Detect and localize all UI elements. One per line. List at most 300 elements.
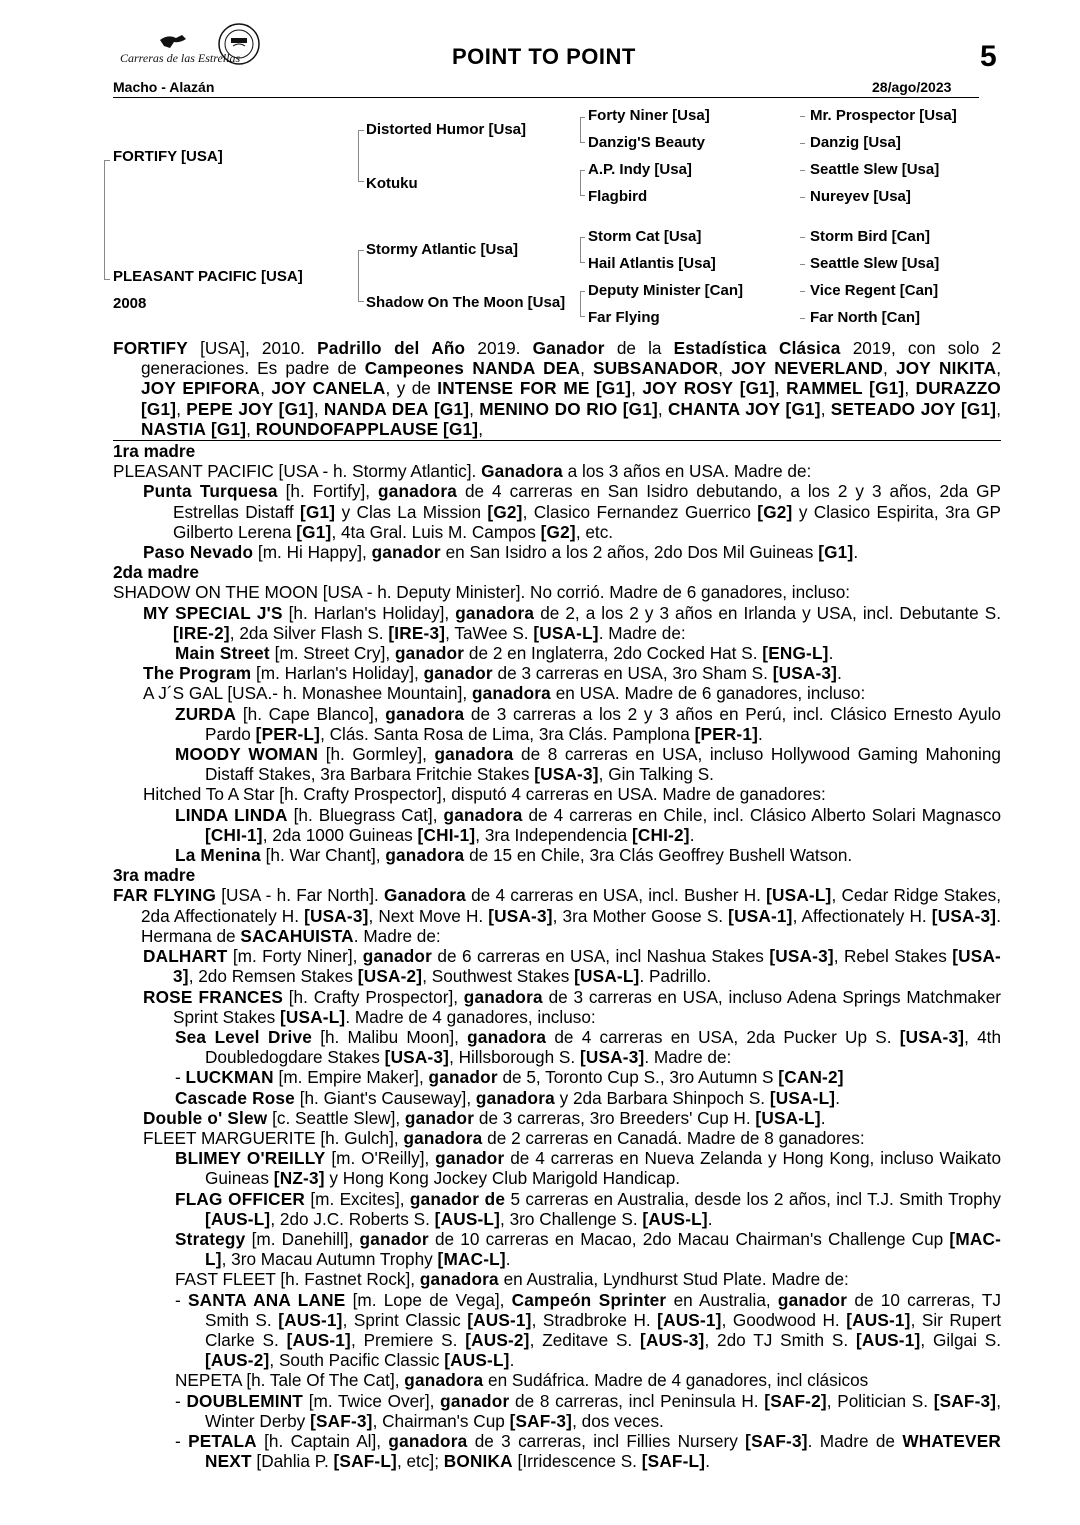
bold-run: JOY EPIFORA <box>141 378 261 399</box>
bold-run: [G1] <box>785 398 821 419</box>
bold-run: [PER-1] <box>694 723 759 744</box>
bold-run: [AUS-1] <box>846 1309 911 1330</box>
text-run: . <box>707 1208 713 1229</box>
gen3-1: Forty Niner [Usa] <box>588 107 710 124</box>
text-run: [m. Forty Niner], <box>227 946 363 967</box>
page-title: POINT TO POINT <box>452 44 636 69</box>
bold-run: ROSE FRANCES <box>143 986 283 1007</box>
bold-run: Strategy <box>175 1228 246 1249</box>
text-run: , 3ro Challenge S. <box>500 1208 643 1229</box>
bold-run: [G1] <box>622 398 658 419</box>
text-run: , South Pacific Classic <box>269 1350 445 1371</box>
gen4-1: Mr. Prospector [Usa] <box>810 107 957 124</box>
text-run: a los 3 años en USA. Madre de: <box>562 461 812 482</box>
date: 28/ago/2023 <box>872 79 952 95</box>
bold-run: [USA-L] <box>280 1006 346 1027</box>
section-third-dam: 3ra madre <box>113 865 196 886</box>
produce-item <box>113 1148 1001 1188</box>
text-run: de 4 carreras en USA, incl. Busher H. <box>465 885 767 906</box>
bold-run: [CHI-2] <box>632 824 690 845</box>
text-run: , 2do Remsen Stakes <box>188 966 358 987</box>
bold-run: [G2] <box>540 521 576 542</box>
birth-year: 2008 <box>113 295 147 312</box>
text-run: - <box>175 1390 187 1411</box>
bold-run: [USA-L] <box>533 622 599 643</box>
text-run: de 3 carreras en USA, 3ro Sham S. <box>492 663 773 684</box>
text-run: SHADOW ON THE MOON [USA - h. Deputy Minister]. No corrió. Madre de 6 ganadores, incluso: <box>113 582 851 603</box>
gen3-2: Danzig'S Beauty <box>588 134 705 151</box>
bold-run: JOY ROSY <box>642 378 734 399</box>
bold-run: ganadora <box>404 1370 484 1391</box>
text-run: FAST FLEET [h. Fastnet Rock], <box>175 1269 420 1290</box>
text-run: en San Isidro a los 2 años, 2do Dos Mil Guineas <box>440 542 819 563</box>
gen4-4: Nureyev [Usa] <box>810 188 911 205</box>
text-run: [m. Danehill], <box>245 1228 360 1249</box>
text-run: de 15 en Chile, 3ra Clás Geoffrey Bushell Watson. <box>464 845 853 866</box>
text-run: , <box>996 358 1001 379</box>
text-run: [h. Malibu Moon], <box>311 1026 468 1047</box>
text-run: , 2da Silver Flash S. <box>229 622 389 643</box>
text-run: - <box>175 1289 188 1310</box>
text-run: , Sprint Classic <box>342 1309 468 1330</box>
text-run: , <box>631 378 643 399</box>
bold-run: JOY NIKITA <box>895 358 997 379</box>
bold-run: DOUBLEMINT <box>186 1390 304 1411</box>
gen2-1: Distorted Humor [Usa] <box>366 121 527 138</box>
text-run: . <box>505 1249 511 1270</box>
bold-run: [G1] <box>210 418 247 439</box>
produce-item <box>113 1290 1001 1371</box>
bold-run: ROUNDOFAPPLAUSE <box>255 418 439 439</box>
bold-run: ganador <box>362 946 432 967</box>
bold-run: [G1] <box>433 398 470 419</box>
text-run: , <box>260 378 272 399</box>
bold-run: Estadística Clásica <box>673 338 841 358</box>
gen3-3: A.P. Indy [Usa] <box>588 161 692 178</box>
text-run: de 2, a los 2 y 3 años en Irlanda y USA, incl. Debutante S. <box>534 602 1001 623</box>
bold-run: [SAF-3] <box>509 1410 573 1431</box>
bold-run: ganadora <box>475 1087 555 1108</box>
bold-run: [USA-3] <box>769 946 834 967</box>
bold-run: ganadora <box>434 744 514 765</box>
bold-run: ganadora <box>378 481 457 502</box>
third-dam <box>113 885 1001 946</box>
bold-run: ganadora <box>443 804 523 825</box>
bold-run: ganador <box>435 1148 505 1169</box>
produce-item <box>113 845 1001 865</box>
bold-run: RAMMEL <box>786 378 863 399</box>
text-run: [m. Twice Over], <box>303 1390 441 1411</box>
text-run: y Clas La Mission <box>335 501 488 522</box>
text-run: , <box>657 398 668 419</box>
text-run: de 4 carreras en San Isidro debutando, a los 2 y 3 años, 2da GP Estrellas Distaff <box>173 481 1002 522</box>
gen3-4: Flagbird <box>588 188 648 205</box>
bold-run: MENINO DO RIO <box>479 398 618 419</box>
text-run: de 3 carreras en USA, incluso Adena Springs Matchmaker Sprint Stakes <box>173 986 1001 1027</box>
bold-run: [SAF-3] <box>310 1410 373 1431</box>
text-run: de 10 carreras en Macao, 2do Macau Chairman's Challenge Cup <box>428 1228 950 1249</box>
bold-run: Punta Turquesa <box>143 481 278 502</box>
bold-run: ganador <box>404 1107 475 1128</box>
bold-run: [AUS-1] <box>657 1309 722 1330</box>
text-run: . Padrillo. <box>639 966 712 987</box>
bold-run: Padrillo del Año <box>317 338 466 358</box>
bold-run: Ganador <box>532 338 605 358</box>
text-run: de 4 carreras en Chile, incl. Clásico Alberto Solari Magnasco <box>522 804 1002 825</box>
text-run: - <box>175 1430 189 1451</box>
bold-run: [G1] <box>961 398 997 419</box>
text-run: , Next Move H. <box>368 905 489 926</box>
text-run: en Australia, Lyndhurst Stud Plate. Madre de: <box>498 1269 849 1290</box>
bold-run: [USA-3] <box>534 764 599 785</box>
bold-run: [AUS-1] <box>278 1309 343 1330</box>
text-run: [m. Excites], <box>304 1188 410 1209</box>
text-run: [m. Street Cry], <box>269 643 395 664</box>
text-run: y Hong Kong Jockey Club Marigold Handicap. <box>324 1168 681 1189</box>
text-run: de 4 carreras en Nueva Zelanda y Hong Kong, incluso Waikato Guineas <box>205 1148 1001 1189</box>
bold-run: Ganadora <box>481 461 563 482</box>
dam-name: PLEASANT PACIFIC [USA] <box>113 268 303 285</box>
text-run: . <box>689 824 695 845</box>
bold-run: [G2] <box>487 501 523 522</box>
text-run: [h. Captain Al], <box>256 1430 389 1451</box>
bold-run: [G1] <box>443 418 479 439</box>
text-run: , Clás. Santa Rosa de Lima, 3ra Clás. Pamplona <box>320 723 695 744</box>
bold-run: [SAF-L] <box>333 1451 397 1472</box>
text-run: [m. O'Reilly], <box>325 1148 436 1169</box>
text-run: , Sir Rupert Clarke S. <box>205 1309 1001 1350</box>
text-run: , Zeditave S. <box>529 1329 641 1350</box>
text-run: de 3 carreras, 3ro Breeders' Cup H. <box>474 1107 756 1128</box>
text-run: . <box>820 1107 826 1128</box>
bold-run: Main Street <box>175 643 270 664</box>
bold-run: PETALA <box>188 1430 257 1451</box>
produce-item <box>113 1189 1001 1229</box>
bold-run: DALHART <box>143 946 228 967</box>
bold-run: ganador <box>428 1067 498 1088</box>
text-run: , Gin Talking S. <box>598 764 714 785</box>
text-run: en Sudáfrica. Madre de 4 ganadores, incl clásicos <box>483 1370 869 1391</box>
bold-run: NASTIA <box>141 418 207 439</box>
text-run: . Hermana de <box>141 905 1001 946</box>
bold-run: [G1] <box>595 378 632 399</box>
bold-run: [G1] <box>869 378 905 399</box>
bold-run: DURAZZO <box>915 378 1001 399</box>
text-run: , Gilgai S. <box>920 1329 1001 1350</box>
text-run: [h. Harlan's Holiday], <box>282 602 456 623</box>
produce-item <box>113 1027 1001 1067</box>
produce-item <box>113 542 1001 562</box>
text-run: , y de <box>385 378 438 399</box>
text-run: . Madre de <box>807 1430 903 1451</box>
bold-run: [SAF-L] <box>641 1451 706 1472</box>
text-run: y 2da Barbara Shinpoch S. <box>554 1087 770 1108</box>
text-run: [h. War Chant], <box>260 845 386 866</box>
family-text <box>113 338 1001 1471</box>
bold-run: ganadora <box>467 1026 547 1047</box>
text-run: , etc]; <box>396 1451 444 1472</box>
bold-run: MY SPECIAL J'S <box>143 602 283 623</box>
bold-run: FLAG OFFICER <box>175 1188 305 1209</box>
text-run: . <box>835 1087 840 1108</box>
bold-run: [IRE-2] <box>173 622 230 643</box>
text-run: 2019, con solo 2 generaciones. Es padre de <box>141 338 1002 379</box>
produce-item <box>113 987 1001 1027</box>
gen2-2: Kotuku <box>366 175 418 192</box>
gen4-8: Far North [Can] <box>810 309 920 326</box>
bold-run: ZURDA <box>175 703 237 724</box>
bold-run: ganadora <box>419 1269 499 1290</box>
gen3-5: Storm Cat [Usa] <box>588 228 702 245</box>
text-run: , <box>718 358 732 379</box>
text-run: . Madre de: <box>598 622 686 643</box>
bold-run: [USA-3] <box>488 905 553 926</box>
text-run: [h. Crafty Prospector], <box>282 986 464 1007</box>
text-run: A J´S GAL [USA.- h. Monashee Mountain], <box>143 683 472 704</box>
bold-run: SANTA ANA LANE <box>188 1289 346 1310</box>
text-run: , <box>478 418 483 439</box>
bold-run: [CHI-1] <box>205 824 263 845</box>
text-run: [h. Gormley], <box>318 744 435 765</box>
bold-run: [G1] <box>300 501 336 522</box>
bold-run: [USA-L] <box>755 1107 821 1128</box>
text-run: de 2 en Inglaterra, 2do Cocked Hat S. <box>464 643 763 664</box>
text-run: NEPETA [h. Tale Of The Cat], <box>175 1370 405 1391</box>
text-run: , Clasico Fernandez Guerrico <box>522 501 758 522</box>
gen4-5: Storm Bird [Can] <box>810 228 930 245</box>
bold-run: ganador <box>371 542 441 563</box>
text-run: , Stradbroke H. <box>531 1309 658 1330</box>
produce-item <box>113 946 1001 986</box>
text-run: [c. Seattle Slew], <box>267 1107 405 1128</box>
text-run: , Hillsborough S. <box>449 1047 580 1068</box>
text-run: , <box>469 398 480 419</box>
produce-item <box>113 643 1001 663</box>
text-run: , <box>313 398 324 419</box>
bold-run: PEPE JOY <box>186 398 274 419</box>
text-run: , Southwest Stakes <box>422 966 575 987</box>
bold-run: The Program <box>143 663 252 684</box>
text-run: de la <box>604 338 674 358</box>
bold-run: [AUS-2] <box>205 1350 270 1371</box>
bold-run: ganador <box>423 663 493 684</box>
bold-run: FAR FLYING <box>113 885 217 906</box>
text-run: [m. Hi Happy], <box>253 542 372 563</box>
text-run: , TaWee S. <box>445 622 534 643</box>
text-run: , <box>904 378 916 399</box>
bold-run: [AUS-1] <box>286 1329 351 1350</box>
bold-run: [G1] <box>141 398 177 419</box>
section-first-dam: 1ra madre <box>113 441 196 462</box>
text-run: de 3 carreras, incl Fillies Nursery <box>467 1430 746 1451</box>
bold-run: [USA-3] <box>931 905 997 926</box>
text-run: , <box>996 398 1001 419</box>
text-run: en Australia, <box>666 1289 778 1310</box>
text-run: , 4th Doubledogdare Stakes <box>205 1026 1002 1068</box>
produce-item <box>113 1088 1001 1108</box>
bold-run: [CHI-1] <box>417 824 476 845</box>
text-run: . Madre de: <box>353 925 441 946</box>
gen4-3: Seattle Slew [Usa] <box>810 161 940 178</box>
text-run: en USA. Madre de 6 ganadores, incluso: <box>550 683 866 704</box>
bold-run: ganador <box>777 1289 848 1310</box>
sire-name: FORTIFY [USA] <box>113 148 223 165</box>
text-run: , <box>774 378 787 399</box>
bold-run: FORTIFY <box>113 338 188 358</box>
text-run: de 6 carreras en USA, incl Nashua Stakes <box>432 946 770 967</box>
text-run: , Rebel Stakes <box>833 946 953 967</box>
text-run: . <box>705 1451 710 1472</box>
gen2-3: Stormy Atlantic [Usa] <box>366 241 518 258</box>
bold-run: ganadora <box>385 703 465 724</box>
text-run: , 3ra Mother Goose S. <box>552 905 729 926</box>
bold-run: JOY NEVERLAND <box>731 358 883 379</box>
logo-text: Carreras de las Estrellas <box>120 51 241 65</box>
produce-item <box>113 744 1001 784</box>
bold-run: CHANTA JOY <box>667 398 781 419</box>
text-run: 5 carreras en Australia, desde los 2 años, incl T.J. Smith Trophy <box>505 1188 1002 1209</box>
bold-run: [SAF-2] <box>764 1390 827 1411</box>
bold-run: La Menina <box>175 845 261 866</box>
bold-run: [AUS-1] <box>467 1309 532 1330</box>
bold-run: INTENSE FOR ME <box>437 378 590 399</box>
bold-run: [NZ-3] <box>273 1168 325 1189</box>
produce-item <box>113 1370 1001 1390</box>
text-run: [h. Fortify], <box>277 481 378 502</box>
bold-run: [USA-3] <box>899 1026 965 1047</box>
gen4-6: Seattle Slew [Usa] <box>810 255 940 272</box>
bold-run: ganadora <box>471 683 551 704</box>
produce-item <box>113 1067 1001 1087</box>
gen4-2: Danzig [Usa] <box>810 134 901 151</box>
bold-run: [AUS-L] <box>642 1208 708 1229</box>
bold-run: SUBSANADOR <box>593 358 719 379</box>
text-run: , <box>882 358 896 379</box>
text-run: , 2do TJ Smith S. <box>704 1329 856 1350</box>
text-run: , 4ta Gral. Luis M. Campos <box>331 521 541 542</box>
text-run: , dos veces. <box>572 1410 664 1431</box>
bold-run: ganador de <box>409 1188 506 1209</box>
page-number: 5 <box>980 40 997 73</box>
text-run: PLEASANT PACIFIC [USA - h. Stormy Atlantic]. <box>113 461 482 482</box>
bold-run: [ENG-L] <box>762 643 829 664</box>
text-run: , Cedar Ridge Stakes, 2da Affectionately H. <box>141 885 1001 926</box>
bold-run: [AUS-L] <box>444 1350 510 1371</box>
text-run: , Winter Derby <box>205 1390 1002 1431</box>
bold-run: [USA-3] <box>579 1047 645 1068</box>
produce-item <box>113 1229 1001 1269</box>
bold-run: Double o' Slew <box>143 1107 268 1128</box>
first-dam <box>113 461 1001 481</box>
produce-item <box>113 1391 1001 1431</box>
text-run: Hitched To A Star [h. Crafty Prospector], disputó 4 carreras en USA. Madre de ganadores: <box>143 784 826 805</box>
bold-run: SETEADO JOY <box>830 398 956 419</box>
bold-run: MOODY WOMAN <box>175 744 319 765</box>
bold-run: Campeones NANDA DEA <box>364 358 581 379</box>
bold-run: ganadora <box>385 845 465 866</box>
bold-run: [AUS-1] <box>855 1329 921 1350</box>
text-run: [h. Cape Blanco], <box>236 703 386 724</box>
header-rule <box>113 97 979 98</box>
bold-run: LINDA LINDA <box>175 804 288 825</box>
bold-run: [G1] <box>296 521 332 542</box>
text-run: [Irridescence S. <box>512 1451 642 1472</box>
text-run: [m. Harlan's Holiday], <box>251 663 424 684</box>
bold-run: ganador <box>440 1390 510 1411</box>
bold-run: Campeón Sprinter <box>511 1289 667 1310</box>
bold-run: ganador <box>359 1228 429 1249</box>
bold-run: [SAF-3] <box>933 1390 997 1411</box>
bold-run: [USA-3] <box>772 663 838 684</box>
text-run: 2019. <box>465 338 533 358</box>
text-run: de 5, Toronto Cup S., 3ro Autumn S <box>497 1067 779 1088</box>
text-run: [m. Empire Maker], <box>273 1067 429 1088</box>
bold-run: [MAC-L] <box>437 1249 506 1270</box>
produce-item <box>113 1431 1001 1471</box>
text-run: de 4 carreras en USA, 2da Pucker Up S. <box>546 1026 900 1047</box>
bold-run: [USA-L] <box>574 966 640 987</box>
bold-run: [MAC-L] <box>205 1228 1001 1270</box>
text-run: [Dahlia P. <box>251 1451 334 1472</box>
text-run: , 2do J.C. Roberts S. <box>270 1208 435 1229</box>
bold-run: [G1] <box>278 398 314 419</box>
gen3-7: Deputy Minister [Can] <box>588 282 744 299</box>
bold-run: [USA-3] <box>384 1047 450 1068</box>
text-run: , <box>580 358 594 379</box>
text-run: , Premiere S. <box>350 1329 466 1350</box>
sex-color: Macho - Alazán <box>113 79 215 95</box>
text-run: . Madre de 4 ganadores, incluso: <box>345 1006 596 1027</box>
produce-item <box>113 1269 1001 1289</box>
produce-item <box>113 805 1001 845</box>
text-run: de 10 carreras, TJ Smith S. <box>205 1289 1002 1330</box>
bold-run: [AUS-L] <box>434 1208 501 1229</box>
bold-run: ganador <box>394 643 465 664</box>
bold-run: Paso Nevado <box>143 542 254 563</box>
text-run: , Politician S. <box>826 1390 934 1411</box>
produce-item <box>113 663 1001 683</box>
text-run: [USA], 2010. <box>187 338 318 358</box>
text-run: , Goodwood H. <box>721 1309 847 1330</box>
bold-run: Cascade Rose <box>175 1087 295 1108</box>
text-run: . <box>509 1350 515 1371</box>
bold-run: [AUS-3] <box>640 1329 705 1350</box>
bold-run: ganadora <box>403 1127 483 1148</box>
bold-run: ganadora <box>463 986 543 1007</box>
bold-run: Ganadora <box>384 885 466 906</box>
text-run: , 3ra Independencia <box>475 824 632 845</box>
sire-paragraph <box>113 338 1001 439</box>
text-run: . <box>853 542 859 563</box>
produce-item <box>113 704 1001 744</box>
bold-run: ganadora <box>455 602 535 623</box>
bold-run: [G1] <box>818 542 854 563</box>
second-dam <box>113 582 1001 602</box>
text-run: . <box>828 643 834 664</box>
bold-run: WHATEVER NEXT <box>205 1430 1002 1472</box>
produce-item <box>113 784 1001 804</box>
text-run: de 3 carreras a los 2 y 3 años en Perú, incl. Clásico Ernesto Ayulo Pardo <box>205 703 1001 744</box>
text-run: , etc. <box>575 521 614 542</box>
text-run: , Chairman's Cup <box>372 1410 510 1431</box>
bold-run: [SAF-3] <box>745 1430 808 1451</box>
text-run: de 8 carreras, incl Peninsula H. <box>509 1390 765 1411</box>
produce-item <box>113 1108 1001 1128</box>
bold-run: BONIKA <box>443 1451 513 1472</box>
logo <box>112 22 272 78</box>
text-run: [m. Lope de Vega], <box>345 1289 512 1310</box>
bold-run: [USA-L] <box>769 1087 836 1108</box>
